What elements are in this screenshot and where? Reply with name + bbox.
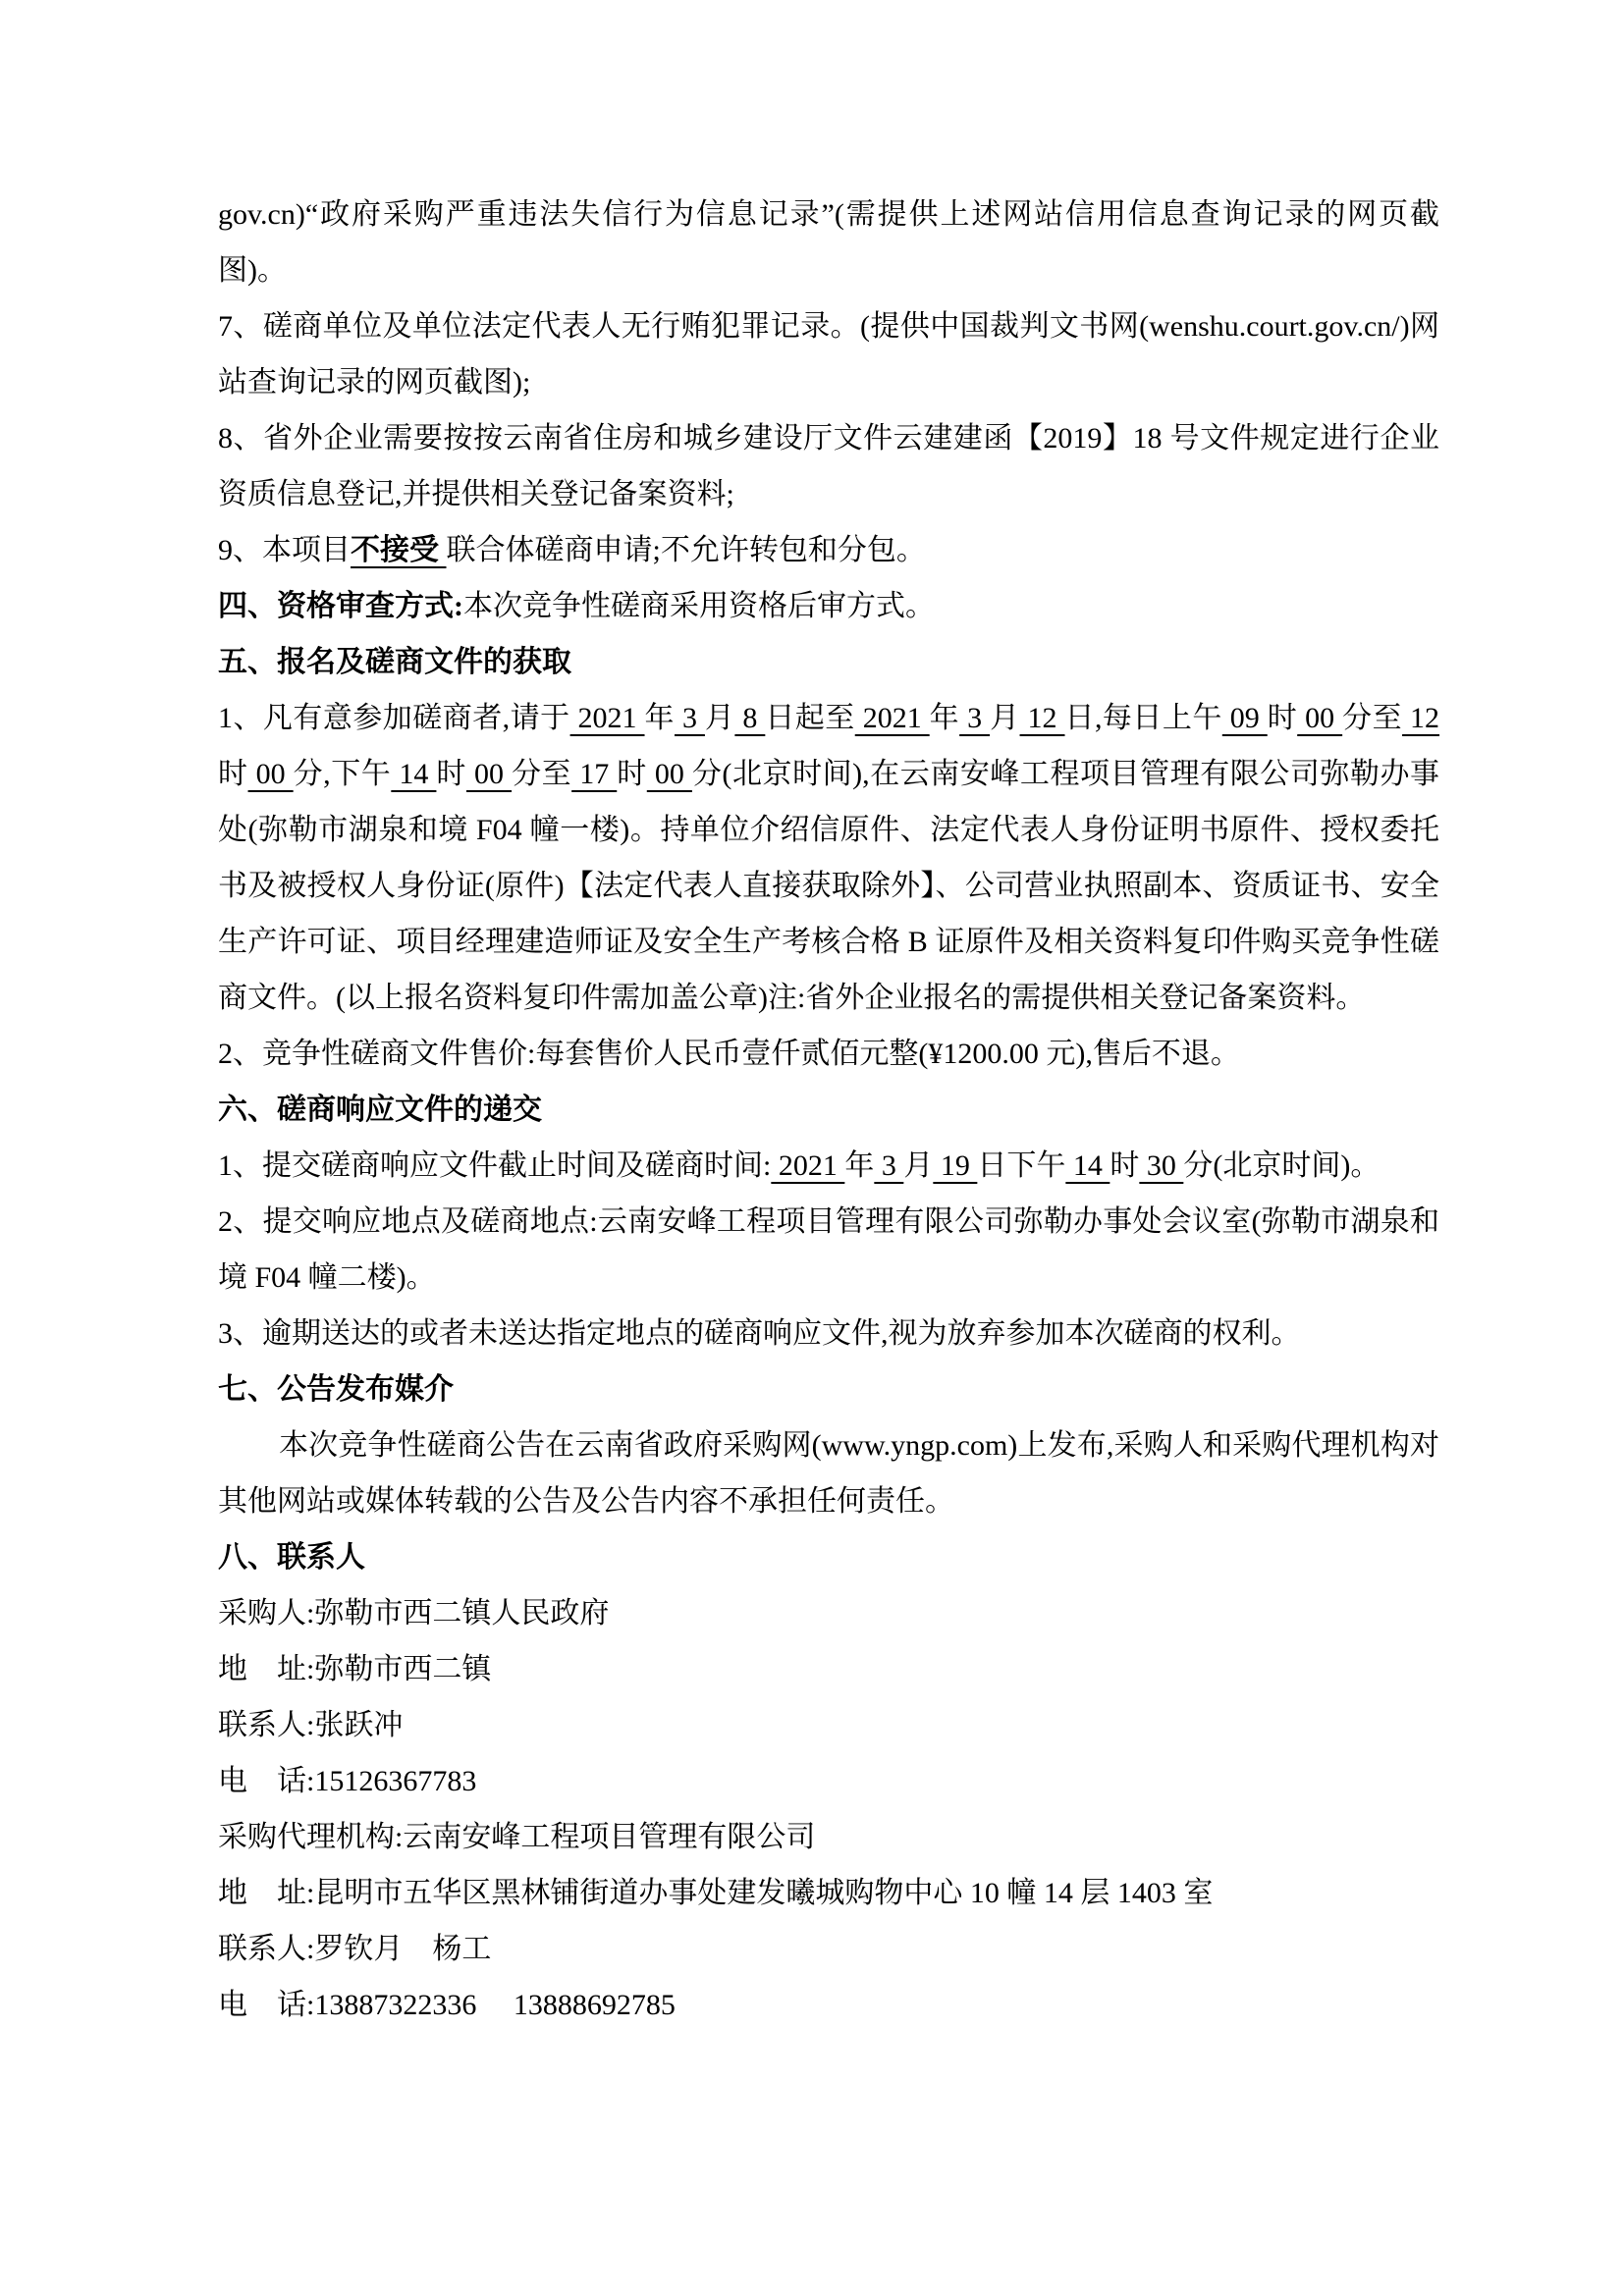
- text-run: 年: [929, 702, 960, 734]
- text-run: 采购人:弥勒市西二镇人民政府: [218, 1597, 610, 1629]
- text-run: 月: [903, 1149, 934, 1182]
- text-run: 采购代理机构:云南安峰工程项目管理有限公司: [218, 1821, 816, 1853]
- text-run: 9、本项目: [218, 534, 351, 566]
- paragraph-7-media: [218, 1417, 1439, 1529]
- emphasis-run: 00: [465, 758, 513, 790]
- emphasis-run: 2021: [854, 702, 930, 734]
- text-run: 地 址:弥勒市西二镇: [218, 1653, 492, 1685]
- text-run: 联系人:张跃冲: [218, 1709, 404, 1741]
- paragraph-6-2-location: [218, 1194, 1439, 1306]
- text-run: 联系人:罗钦月 杨工: [218, 1933, 492, 1965]
- text-run: 分,下午: [293, 758, 392, 790]
- contact-agency: [218, 1809, 1439, 1865]
- text-run: 电 话:13887322336 13888692785: [218, 1989, 676, 2021]
- contact-purchaser-address: [218, 1641, 1439, 1697]
- paragraph-item-8: [218, 410, 1439, 522]
- emphasis-run: 不接受: [351, 534, 447, 566]
- text-run: 分(北京时间)。: [1183, 1149, 1380, 1182]
- text-run: 分至: [512, 758, 572, 790]
- text-run: 日下午: [977, 1149, 1066, 1182]
- paragraph-item-9: [218, 522, 1439, 578]
- text-run: 时: [1110, 1149, 1140, 1182]
- emphasis-run: 2021: [569, 702, 645, 734]
- text-run: 日起至: [765, 702, 855, 734]
- paragraph-item-7: [218, 298, 1439, 410]
- emphasis-run: 四、资格审查方式:: [218, 590, 463, 622]
- text-run: 时: [436, 758, 466, 790]
- section-4-qualification-review: [218, 578, 1439, 634]
- text-run: 时: [617, 758, 647, 790]
- emphasis-run: 8: [734, 702, 766, 734]
- contact-purchaser-phone: [218, 1753, 1439, 1809]
- text-run: 时: [218, 758, 248, 790]
- text-run: 地 址:昆明市五华区黑林铺街道办事处建发曦城购物中心 10 幢 14 层 1403 室: [218, 1877, 1214, 1909]
- text-run: 日,每日上午: [1064, 702, 1222, 734]
- paragraph-6-3-late-delivery: [218, 1306, 1439, 1362]
- emphasis-run: 六、磋商响应文件的递交: [218, 1094, 542, 1126]
- emphasis-run: 12: [1019, 702, 1065, 734]
- text-run: 月: [990, 702, 1020, 734]
- emphasis-run: 00: [646, 758, 692, 790]
- text-run: 年: [644, 702, 675, 734]
- section-8-heading: [218, 1529, 1439, 1585]
- emphasis-run: 七、公告发布媒介: [218, 1373, 454, 1406]
- emphasis-run: 19: [933, 1149, 978, 1182]
- emphasis-run: 09: [1221, 702, 1268, 734]
- emphasis-run: 3: [959, 702, 991, 734]
- emphasis-run: 3: [674, 702, 705, 734]
- emphasis-run: 五、报名及磋商文件的获取: [218, 646, 571, 678]
- text-run: 分至: [1342, 702, 1403, 734]
- text-run: 7、磋商单位及单位法定代表人无行贿犯罪记录。(提供中国裁判文书网(wenshu.court.gov.cn/)网站查询记录的网页截图);: [218, 310, 1439, 399]
- text-run: 分(北京时间),在云南安峰工程项目管理有限公司弥勒办事处(弥勒市湖泉和境 F04 幢一楼)。持单位介绍信原件、法定代表人身份证明书原件、授权委托书及被授权人身份证(原件)【法定代表人直接获取除外】、公司营业执照副本、资质证书、安全生产许可证、项目经理建造师证及安全生产考核合格 B 证原件及相关资料复印件购买竞争性磋商文件。(以上报名资料复印件需加盖公章)注:省外企业报名的需提供相关登记备案资料。: [218, 758, 1440, 1014]
- text-run: 本次竞争性磋商采用资格后审方式。: [463, 590, 935, 622]
- contact-agency-person: [218, 1921, 1439, 1977]
- emphasis-run: 12: [1402, 702, 1440, 734]
- text-run: 2、竞争性磋商文件售价:每套售价人民币壹仟贰佰元整(¥1200.00 元),售后不退。: [218, 1038, 1240, 1070]
- text-run: 联合体磋商申请;不允许转包和分包。: [446, 534, 926, 566]
- emphasis-run: 00: [1297, 702, 1343, 734]
- paragraph-6-1-deadline: [218, 1138, 1439, 1194]
- emphasis-run: 17: [571, 758, 618, 790]
- emphasis-run: 3: [874, 1149, 904, 1182]
- contact-purchaser: [218, 1585, 1439, 1641]
- contact-agency-phone: [218, 1977, 1439, 2033]
- text-run: 时: [1267, 702, 1298, 734]
- emphasis-run: 八、联系人: [218, 1541, 365, 1574]
- paragraph-5-2-document-price: [218, 1026, 1439, 1082]
- paragraph-5-1-registration: [218, 690, 1439, 1026]
- contact-purchaser-person: [218, 1697, 1439, 1753]
- text-run: 电 话:15126367783: [218, 1765, 477, 1797]
- emphasis-run: 14: [391, 758, 437, 790]
- text-run: 本次竞争性磋商公告在云南省政府采购网(www.yngp.com)上发布,采购人和采购代理机构对其他网站或媒体转载的公告及公告内容不承担任何责任。: [218, 1429, 1439, 1518]
- paragraph-credit-record-tail: [218, 187, 1439, 298]
- section-7-heading: [218, 1362, 1439, 1417]
- text-run: 年: [844, 1149, 875, 1182]
- text-run: 8、省外企业需要按按云南省住房和城乡建设厅文件云建建函【2019】18 号文件规定进行企业资质信息登记,并提供相关登记备案资料;: [218, 422, 1439, 510]
- text-run: 月: [704, 702, 735, 734]
- text-run: 3、逾期送达的或者未送达指定地点的磋商响应文件,视为放弃参加本次磋商的权利。: [218, 1317, 1301, 1350]
- emphasis-run: 30: [1139, 1149, 1184, 1182]
- text-run: gov.cn)“政府采购严重违法失信行为信息记录”(需提供上述网站信用信息查询记录的网页截图)。: [218, 198, 1439, 287]
- text-run: 1、凡有意参加磋商者,请于: [218, 702, 570, 734]
- section-5-heading: [218, 634, 1439, 690]
- emphasis-run: 14: [1065, 1149, 1110, 1182]
- emphasis-run: 2021: [771, 1149, 845, 1182]
- document-body: [218, 187, 1439, 2033]
- contact-agency-address: [218, 1865, 1439, 1921]
- section-6-heading: [218, 1082, 1439, 1138]
- text-run: 2、提交响应地点及磋商地点:云南安峰工程项目管理有限公司弥勒办事处会议室(弥勒市湖泉和境 F04 幢二楼)。: [218, 1205, 1439, 1294]
- text-run: 1、提交磋商响应文件截止时间及磋商时间:: [218, 1149, 772, 1182]
- emphasis-run: 00: [247, 758, 294, 790]
